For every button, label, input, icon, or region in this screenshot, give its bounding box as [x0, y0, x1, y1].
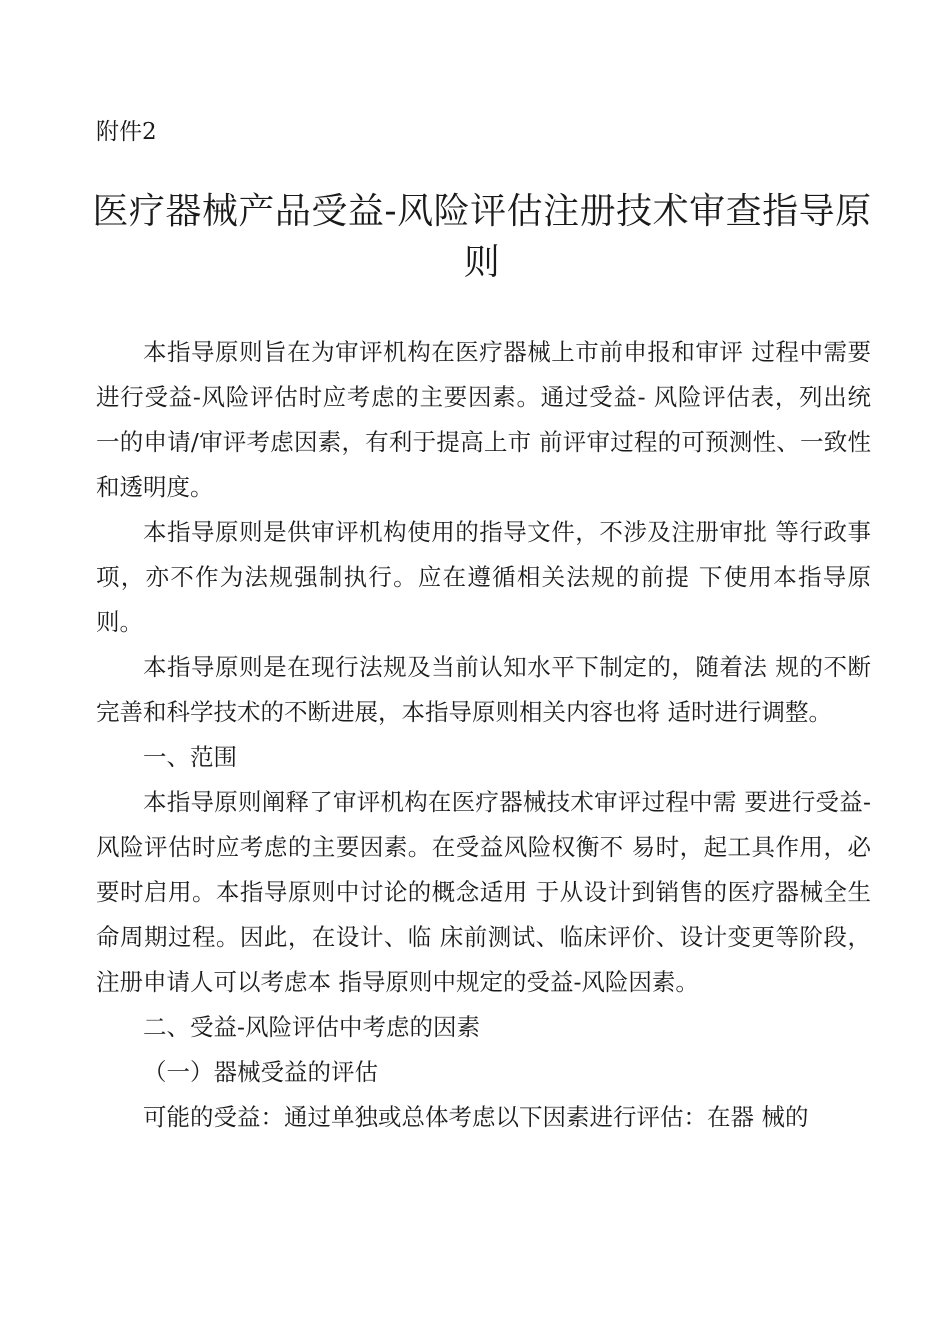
paragraph-possible-benefit: 可能的受益：通过单独或总体考虑以下因素进行评估：在器 械的 — [143, 1103, 809, 1131]
paragraph-nature: 本指导原则是供审评机构使用的指导文件，不涉及注册审批 等行政事项，亦不作为法规强制执行。应在遵循相关法规的前提 下使用本指导原则。 — [96, 518, 871, 636]
paragraph-scope: 本指导原则阐释了审评机构在医疗器械技术审评过程中需 要进行受益-风险评估时应考虑的主要因素。在受益风险权衡不 易时，起工具作用，必要时启用。本指导原则中讨论的概念适用 于从设计到销售的医疗器械全生命周期过程。因此，在设计、临 床前测试、临床评价、设计变更等阶段，注册申请人可以考虑本 指导原则中规定的受益-风险因素。 — [96, 788, 871, 996]
document-body — [96, 330, 871, 1140]
document-title: 医疗器械产品受益-风险评估注册技术审查指导原则 — [92, 191, 872, 283]
paragraph-purpose: 本指导原则旨在为审评机构在医疗器械上市前申报和审评 过程中需要进行受益-风险评估时应考虑的主要因素。通过受益- 风险评估表，列出统一的申请/审评考虑因素，有利于提高上市 前评审过程的可预测性、一致性和透明度。 — [96, 338, 871, 501]
subsection-heading-benefit: （一）器械受益的评估 — [143, 1058, 378, 1086]
section-heading-scope: 一、范围 — [143, 743, 237, 771]
paragraph-basis: 本指导原则是在现行法规及当前认知水平下制定的，随着法 规的不断完善和科学技术的不断进展，本指导原则相关内容也将 适时进行调整。 — [96, 653, 871, 726]
attachment-label: 附件2 — [96, 119, 157, 145]
section-heading-factors: 二、受益-风险评估中考虑的因素 — [143, 1013, 480, 1041]
